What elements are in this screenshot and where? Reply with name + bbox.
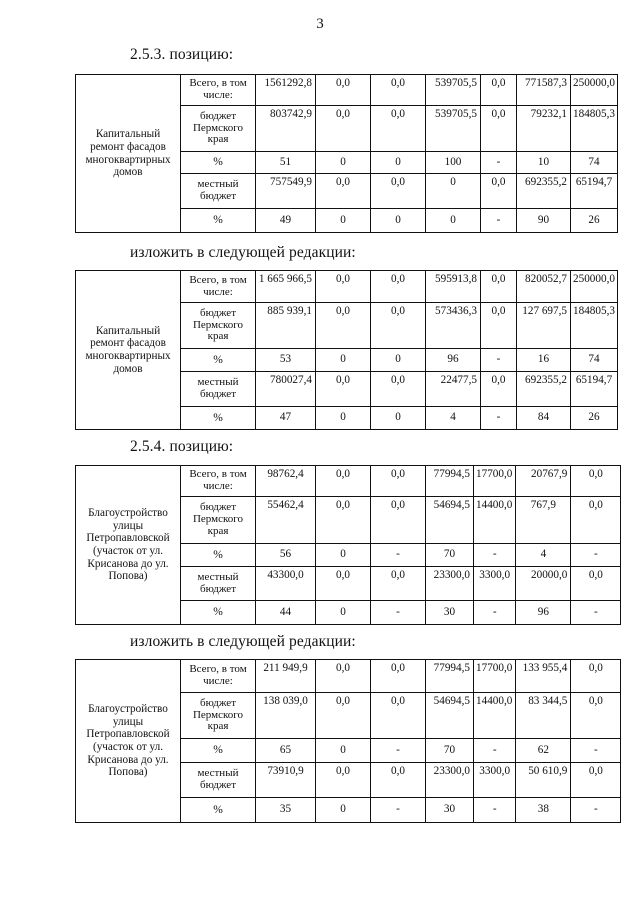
value-cell: 127 697,5 — [517, 303, 571, 349]
value-cell: 0,0 — [571, 763, 621, 798]
value-cell: 65194,7 — [571, 174, 618, 209]
value-cell: 65 — [256, 739, 316, 763]
value-cell: 4 — [516, 544, 571, 567]
budget-table — [75, 74, 618, 233]
budget-table — [75, 270, 618, 430]
value-cell: 0,0 — [371, 75, 426, 106]
value-cell: 96 — [426, 349, 481, 372]
value-cell: 26 — [571, 209, 618, 233]
value-cell: 0,0 — [571, 660, 621, 693]
value-cell: - — [481, 209, 517, 233]
value-cell: 250000,0 — [571, 271, 618, 303]
value-cell: 22477,5 — [426, 372, 481, 407]
value-cell: 51 — [256, 152, 316, 174]
value-cell: 0,0 — [316, 75, 371, 106]
value-cell: 0 — [371, 209, 426, 233]
value-cell: 0,0 — [371, 693, 426, 739]
value-cell: 74 — [571, 349, 618, 372]
value-cell: 0,0 — [571, 497, 621, 544]
value-cell: 0,0 — [371, 660, 426, 693]
value-cell: 0,0 — [371, 303, 426, 349]
value-cell: 0,0 — [371, 174, 426, 209]
row-label: бюджет Пермского края — [181, 303, 256, 349]
value-cell: 23300,0 — [426, 567, 474, 601]
value-cell: 23300,0 — [426, 763, 474, 798]
value-cell: 77994,5 — [426, 466, 474, 497]
value-cell: 539705,5 — [426, 106, 481, 152]
value-cell: 14400,0 — [474, 693, 516, 739]
value-cell: 0 — [316, 544, 371, 567]
value-cell: - — [571, 544, 621, 567]
value-cell: 0 — [316, 152, 371, 174]
value-cell: 780027,4 — [256, 372, 316, 407]
section-heading: изложить в следующей редакции: — [130, 633, 356, 650]
value-cell: - — [371, 798, 426, 823]
value-cell: 79232,1 — [517, 106, 571, 152]
budget-table — [75, 465, 621, 625]
value-cell: 0 — [426, 174, 481, 209]
value-cell: 0,0 — [481, 75, 517, 106]
value-cell: 53 — [256, 349, 316, 372]
row-label: местный бюджет — [181, 763, 256, 798]
value-cell: - — [571, 798, 621, 823]
value-cell: 47 — [256, 407, 316, 430]
value-cell: 74 — [571, 152, 618, 174]
object-name-cell: Капитальный ремонт фасадов многоквартирных домов — [76, 271, 181, 430]
value-cell: 70 — [426, 544, 474, 567]
value-cell: 138 039,0 — [256, 693, 316, 739]
section-heading: 2.5.3. позицию: — [130, 46, 234, 63]
row-label: бюджет Пермского края — [181, 693, 256, 739]
value-cell: 0,0 — [316, 763, 371, 798]
row-label: Всего, в том числе: — [181, 466, 256, 497]
value-cell: 250000,0 — [571, 75, 618, 106]
value-cell: 1 665 966,5 — [256, 271, 316, 303]
value-cell: 100 — [426, 152, 481, 174]
value-cell: 0,0 — [571, 693, 621, 739]
value-cell: 14400,0 — [474, 497, 516, 544]
value-cell: 0,0 — [571, 466, 621, 497]
value-cell: 30 — [426, 601, 474, 625]
value-cell: 0,0 — [481, 106, 517, 152]
value-cell: 0 — [371, 349, 426, 372]
value-cell: 54694,5 — [426, 693, 474, 739]
value-cell: 0,0 — [371, 106, 426, 152]
row-label: Всего, в том числе: — [181, 660, 256, 693]
row-label: % — [181, 209, 256, 233]
value-cell: 0 — [316, 739, 371, 763]
value-cell: 885 939,1 — [256, 303, 316, 349]
value-cell: 0,0 — [481, 372, 517, 407]
value-cell: 56 — [256, 544, 316, 567]
value-cell: 211 949,9 — [256, 660, 316, 693]
value-cell: 0,0 — [481, 271, 517, 303]
value-cell: 65194,7 — [571, 372, 618, 407]
value-cell: - — [571, 601, 621, 625]
value-cell: 35 — [256, 798, 316, 823]
value-cell: 98762,4 — [256, 466, 316, 497]
value-cell: 16 — [517, 349, 571, 372]
value-cell: 20000,0 — [516, 567, 571, 601]
value-cell: 83 344,5 — [516, 693, 571, 739]
value-cell: 84 — [517, 407, 571, 430]
value-cell: 595913,8 — [426, 271, 481, 303]
row-label: местный бюджет — [181, 567, 256, 601]
value-cell: 0 — [316, 349, 371, 372]
value-cell: 30 — [426, 798, 474, 823]
value-cell: 184805,3 — [571, 106, 618, 152]
value-cell: 49 — [256, 209, 316, 233]
value-cell: 771587,3 — [517, 75, 571, 106]
value-cell: 55462,4 — [256, 497, 316, 544]
value-cell: 0 — [316, 209, 371, 233]
value-cell: - — [571, 739, 621, 763]
value-cell: 0,0 — [316, 106, 371, 152]
value-cell: - — [481, 407, 517, 430]
row-label: местный бюджет — [181, 174, 256, 209]
value-cell: 17700,0 — [474, 466, 516, 497]
value-cell: 692355,2 — [517, 372, 571, 407]
row-label: % — [181, 152, 256, 174]
value-cell: 0,0 — [316, 693, 371, 739]
value-cell: - — [474, 739, 516, 763]
value-cell: 0 — [426, 209, 481, 233]
value-cell: - — [474, 798, 516, 823]
value-cell: 90 — [517, 209, 571, 233]
row-label: % — [181, 349, 256, 372]
value-cell: - — [481, 152, 517, 174]
row-label: % — [181, 544, 256, 567]
value-cell: - — [371, 601, 426, 625]
value-cell: - — [481, 349, 517, 372]
page-number: 3 — [316, 16, 324, 32]
value-cell: 573436,3 — [426, 303, 481, 349]
value-cell: 1561292,8 — [256, 75, 316, 106]
value-cell: - — [371, 739, 426, 763]
row-label: Всего, в том числе: — [181, 75, 256, 106]
value-cell: - — [474, 601, 516, 625]
object-name-cell: Благоустройство улицы Петропавловской (участок от ул. Крисанова до ул. Попова) — [76, 466, 181, 625]
value-cell: 43300,0 — [256, 567, 316, 601]
value-cell: 0,0 — [481, 174, 517, 209]
value-cell: 73910,9 — [256, 763, 316, 798]
row-label: бюджет Пермского края — [181, 106, 256, 152]
value-cell: 803742,9 — [256, 106, 316, 152]
value-cell: 26 — [571, 407, 618, 430]
value-cell: 0,0 — [316, 660, 371, 693]
value-cell: 0,0 — [371, 567, 426, 601]
value-cell: 38 — [516, 798, 571, 823]
value-cell: 757549,9 — [256, 174, 316, 209]
value-cell: 0 — [371, 407, 426, 430]
value-cell: 0,0 — [371, 271, 426, 303]
value-cell: 4 — [426, 407, 481, 430]
value-cell: 20767,9 — [516, 466, 571, 497]
value-cell: 0,0 — [316, 174, 371, 209]
value-cell: 3300,0 — [474, 763, 516, 798]
value-cell: 0,0 — [316, 271, 371, 303]
section-heading: 2.5.4. позицию: — [130, 438, 234, 455]
value-cell: 0,0 — [571, 567, 621, 601]
value-cell: 0,0 — [316, 497, 371, 544]
value-cell: 133 955,4 — [516, 660, 571, 693]
value-cell: 96 — [516, 601, 571, 625]
row-label: Всего, в том числе: — [181, 271, 256, 303]
value-cell: 0 — [371, 152, 426, 174]
value-cell: 77994,5 — [426, 660, 474, 693]
value-cell: 767,9 — [516, 497, 571, 544]
object-name-cell: Капитальный ремонт фасадов многоквартирных домов — [76, 75, 181, 233]
value-cell: 0 — [316, 798, 371, 823]
value-cell: 0 — [316, 601, 371, 625]
value-cell: 70 — [426, 739, 474, 763]
row-label: % — [181, 798, 256, 823]
value-cell: 62 — [516, 739, 571, 763]
value-cell: 3300,0 — [474, 567, 516, 601]
row-label: бюджет Пермского края — [181, 497, 256, 544]
value-cell: 0,0 — [371, 497, 426, 544]
budget-table — [75, 659, 621, 823]
value-cell: - — [474, 544, 516, 567]
value-cell: 50 610,9 — [516, 763, 571, 798]
row-label: % — [181, 407, 256, 430]
value-cell: 10 — [517, 152, 571, 174]
value-cell: 0 — [316, 407, 371, 430]
value-cell: 820052,7 — [517, 271, 571, 303]
value-cell: 184805,3 — [571, 303, 618, 349]
value-cell: 0,0 — [481, 303, 517, 349]
row-label: % — [181, 739, 256, 763]
value-cell: 0,0 — [371, 763, 426, 798]
value-cell: 17700,0 — [474, 660, 516, 693]
value-cell: 0,0 — [316, 303, 371, 349]
value-cell: 0,0 — [316, 372, 371, 407]
row-label: местный бюджет — [181, 372, 256, 407]
value-cell: 539705,5 — [426, 75, 481, 106]
section-heading: изложить в следующей редакции: — [130, 244, 356, 261]
value-cell: - — [371, 544, 426, 567]
value-cell: 692355,2 — [517, 174, 571, 209]
value-cell: 0,0 — [371, 466, 426, 497]
value-cell: 0,0 — [316, 466, 371, 497]
object-name-cell: Благоустройство улицы Петропавловской (участок от ул. Крисанова до ул. Попова) — [76, 660, 181, 823]
value-cell: 0,0 — [371, 372, 426, 407]
row-label: % — [181, 601, 256, 625]
value-cell: 54694,5 — [426, 497, 474, 544]
value-cell: 0,0 — [316, 567, 371, 601]
value-cell: 44 — [256, 601, 316, 625]
